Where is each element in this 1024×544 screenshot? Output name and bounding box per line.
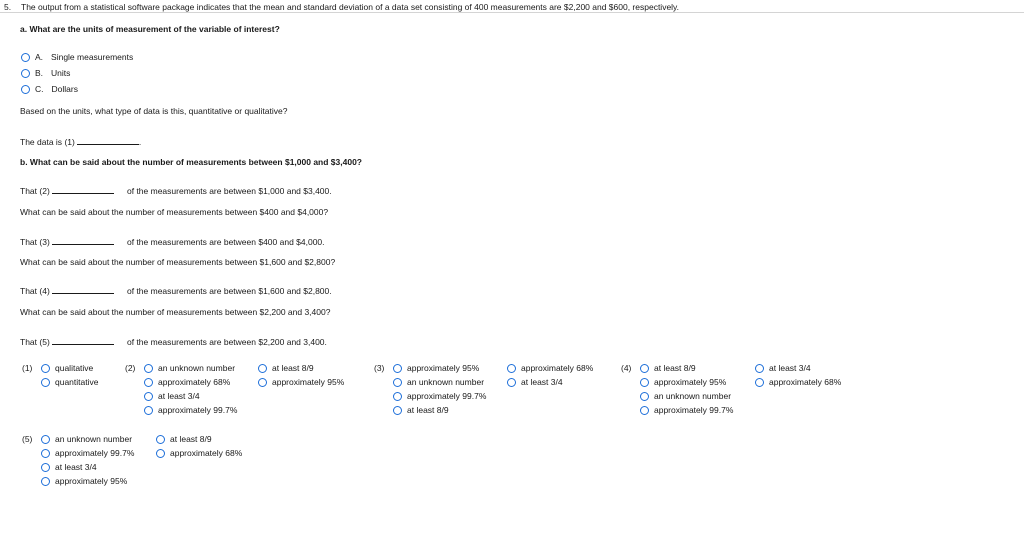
choice-4-label: approximately 95% <box>654 377 727 387</box>
choice-5-radio[interactable] <box>41 435 50 444</box>
choice-4-option[interactable] <box>640 405 733 415</box>
option-a-text: Single measurements <box>51 52 134 62</box>
choice-5-radio[interactable] <box>156 449 165 458</box>
choice-3-option[interactable] <box>507 363 593 373</box>
choice-5-option[interactable] <box>156 448 242 458</box>
choice-3-label: approximately 95% <box>407 363 480 373</box>
choice-5-radio[interactable] <box>41 449 50 458</box>
option-a[interactable] <box>21 52 133 62</box>
blank-4[interactable] <box>52 286 114 294</box>
choice-5-label: an unknown number <box>55 434 133 444</box>
choice-3-radio[interactable] <box>393 406 402 415</box>
choice-4-option[interactable] <box>755 377 841 387</box>
statement-4-prefix: That <box>20 286 38 296</box>
choice-4-label: an unknown number <box>654 391 732 401</box>
choice-2-radio[interactable] <box>144 364 153 373</box>
choice-5-option[interactable] <box>41 448 134 458</box>
statement-3 <box>20 237 114 247</box>
option-c[interactable] <box>21 84 78 94</box>
choice-5-label: at least 3/4 <box>55 462 97 472</box>
choice-group-1-label: (1) <box>22 363 33 373</box>
option-c-text: Dollars <box>51 84 78 94</box>
question-text: The output from a statistical software package indicates that the mean and standard deviation of a data set consisting of 400 measurements are $2,200 and $600, respectively. <box>21 2 680 12</box>
statement-4 <box>20 286 114 296</box>
choice-2-option[interactable] <box>144 405 237 415</box>
choice-4-label: approximately 68% <box>769 377 842 387</box>
choice-4-label: at least 3/4 <box>769 363 811 373</box>
blank-1[interactable] <box>77 137 142 147</box>
choice-3-label: at least 3/4 <box>521 377 563 387</box>
choice-3-option[interactable] <box>393 405 449 415</box>
statement-1-suffix: . <box>138 137 142 147</box>
choice-2-option[interactable] <box>144 391 200 401</box>
choice-5-option[interactable] <box>156 434 212 444</box>
choice-2-label: approximately 68% <box>158 377 231 387</box>
choice-2-radio[interactable] <box>144 406 153 415</box>
choice-5-radio[interactable] <box>41 463 50 472</box>
choice-1-label: qualitative <box>55 363 94 373</box>
choice-1-option[interactable] <box>41 363 93 373</box>
choice-2-option[interactable] <box>258 377 344 387</box>
blank-2-label: (2) <box>39 186 50 196</box>
statement-2-suffix: of the measurements are between $1,000 and $3,400. <box>127 186 332 196</box>
blank-2[interactable] <box>52 186 114 194</box>
choice-3-radio[interactable] <box>393 392 402 401</box>
choice-4-label: approximately 99.7% <box>654 405 734 415</box>
choice-3-option[interactable] <box>393 377 484 387</box>
choice-3-label: approximately 99.7% <box>407 391 487 401</box>
choice-2-radio[interactable] <box>144 392 153 401</box>
choice-2-radio[interactable] <box>144 378 153 387</box>
choice-3-option[interactable] <box>393 391 486 401</box>
choice-group-4-label: (4) <box>621 363 632 373</box>
choice-2-label: an unknown number <box>158 363 236 373</box>
choice-3-radio[interactable] <box>507 378 516 387</box>
question-2: What can be said about the number of measurements between $400 and $4,000? <box>20 207 329 217</box>
choice-4-radio[interactable] <box>640 364 649 373</box>
header-divider <box>0 12 1024 13</box>
option-b[interactable] <box>21 68 70 78</box>
statement-3-prefix: That <box>20 237 38 247</box>
blank-5[interactable] <box>52 337 114 345</box>
choice-5-label: approximately 68% <box>170 448 243 458</box>
blank-3[interactable] <box>52 237 114 245</box>
choice-4-radio[interactable] <box>755 378 764 387</box>
option-b-text: Units <box>51 68 71 78</box>
choice-1-radio[interactable] <box>41 364 50 373</box>
option-c-radio[interactable] <box>21 85 30 94</box>
statement-5-prefix: That <box>20 337 38 347</box>
choice-4-option[interactable] <box>640 391 731 401</box>
statement-5-suffix: of the measurements are between $2,200 and 3,400. <box>127 337 327 347</box>
choice-2-label: approximately 99.7% <box>158 405 238 415</box>
choice-group-2-label: (2) <box>125 363 136 373</box>
choice-5-label: at least 8/9 <box>170 434 212 444</box>
choice-3-radio[interactable] <box>393 364 402 373</box>
choice-2-label: at least 3/4 <box>158 391 200 401</box>
choice-3-radio[interactable] <box>393 378 402 387</box>
part-a-prompt: a. What are the units of measurement of the variable of interest? <box>20 24 280 34</box>
choice-5-label: approximately 99.7% <box>55 448 135 458</box>
choice-3-option[interactable] <box>393 363 479 373</box>
blank-1-label: (1) <box>64 137 75 147</box>
choice-2-label: at least 8/9 <box>272 363 314 373</box>
statement-1 <box>20 137 141 147</box>
choice-5-radio[interactable] <box>41 477 50 486</box>
blank-5-label: (5) <box>39 337 50 347</box>
choice-3-label: an unknown number <box>407 377 485 387</box>
choice-group-5-label: (5) <box>22 434 33 444</box>
option-a-radio[interactable] <box>21 53 30 62</box>
choice-4-label: at least 8/9 <box>654 363 696 373</box>
statement-3-suffix: of the measurements are between $400 and $4,000. <box>127 237 325 247</box>
question-number: 5. <box>4 2 12 12</box>
choice-5-option[interactable] <box>41 434 132 444</box>
statement-2 <box>20 186 114 196</box>
statement-5 <box>20 337 114 347</box>
choice-4-radio[interactable] <box>755 364 764 373</box>
option-b-radio[interactable] <box>21 69 30 78</box>
choice-5-option[interactable] <box>41 462 97 472</box>
choice-4-radio[interactable] <box>640 406 649 415</box>
option-a-letter: A. <box>35 52 44 62</box>
choice-2-label: approximately 95% <box>272 377 345 387</box>
option-b-letter: B. <box>35 68 44 78</box>
statement-1-prefix: The data is <box>20 137 63 147</box>
choice-2-option[interactable] <box>144 377 230 387</box>
option-c-letter: C. <box>35 84 44 94</box>
choice-4-option[interactable] <box>640 377 726 387</box>
part-b-prompt: b. What can be said about the number of measurements between $1,000 and $3,400? <box>20 157 362 167</box>
choice-2-radio[interactable] <box>258 364 267 373</box>
question-4: What can be said about the number of measurements between $2,200 and 3,400? <box>20 307 331 317</box>
blank-3-label: (3) <box>39 237 50 247</box>
choice-4-radio[interactable] <box>640 378 649 387</box>
choice-1-option[interactable] <box>41 377 98 387</box>
choice-2-option[interactable] <box>144 363 235 373</box>
choice-2-radio[interactable] <box>258 378 267 387</box>
choice-4-option[interactable] <box>755 363 811 373</box>
choice-5-option[interactable] <box>41 476 127 486</box>
choice-1-label: quantitative <box>55 377 99 387</box>
choice-3-label: approximately 68% <box>521 363 594 373</box>
blank-4-label: (4) <box>39 286 50 296</box>
choice-2-option[interactable] <box>258 363 314 373</box>
choice-3-label: at least 8/9 <box>407 405 449 415</box>
choice-1-radio[interactable] <box>41 378 50 387</box>
choice-group-3-label: (3) <box>374 363 385 373</box>
question-3: What can be said about the number of measurements between $1,600 and $2,800? <box>20 257 336 267</box>
part-a-followup: Based on the units, what type of data is this, quantitative or qualitative? <box>20 106 288 116</box>
choice-5-label: approximately 95% <box>55 476 128 486</box>
statement-2-prefix: That <box>20 186 38 196</box>
choice-3-radio[interactable] <box>507 364 516 373</box>
choice-5-radio[interactable] <box>156 435 165 444</box>
choice-3-option[interactable] <box>507 377 563 387</box>
statement-4-suffix: of the measurements are between $1,600 and $2,800. <box>127 286 332 296</box>
choice-4-radio[interactable] <box>640 392 649 401</box>
choice-4-option[interactable] <box>640 363 696 373</box>
